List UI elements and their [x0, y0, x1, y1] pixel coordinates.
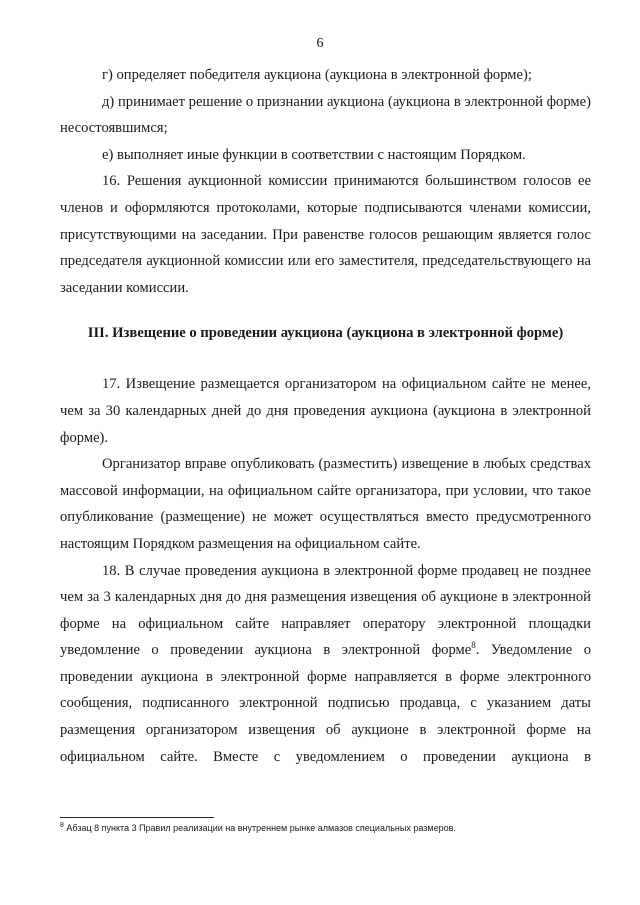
- paragraph-18-part1: 18. В случае проведения аукциона в электронной форме продавец не позднее чем за 3 календарных дня до дня размещения извещения об аукционе в электронной форме на официальном сайте направляет оператору электронной площадки уведомление о проведении аукциона в электронной форме: [60, 562, 591, 659]
- paragraph-item-g: г) определяет победителя аукциона (аукциона в электронной форме);: [102, 67, 532, 83]
- document-body: [60, 62, 591, 770]
- page-number: 6: [316, 36, 324, 51]
- paragraph-item-d: д) принимает решение о признании аукциона (аукциона в электронной форме) несостоявшимся;: [60, 93, 591, 137]
- paragraph-16: 16. Решения аукционной комиссии принимаются большинством голосов ее членов и оформляются протоколами, которые подписываются членами комиссии, присутствующими на заседании. При равенстве голосов решающим является голос председателя аукционной комиссии или его заместителя, председательствующего на заседании комиссии.: [60, 173, 591, 296]
- footnote-number: 8: [60, 822, 64, 829]
- footnote-divider: [60, 817, 214, 818]
- footnote: [60, 822, 600, 834]
- section-heading: III. Извещение о проведении аукциона (аукциона в электронной форме): [87, 325, 564, 342]
- paragraph-item-e: е) выполняет иные функции в соответствии с настоящим Порядком.: [102, 146, 526, 163]
- paragraph-17-organizer: Организатор вправе опубликовать (разместить) извещение в любых средствах массовой информации, на официальном сайте организатора, при условии, что такое опубликование (размещение) не может осуществляться вместо предусмотренного настоящим Порядком размещения на официальном сайте.: [60, 456, 591, 552]
- paragraph-18: [60, 558, 591, 771]
- footnote-text: Абзац 8 пункта 3 Правил реализации на внутреннем рынке алмазов специальных размеров.: [63, 823, 456, 833]
- paragraph-17: 17. Извещение размещается организатором на официальном сайте не менее, чем за 30 календарных дней до дня проведения аукциона (аукциона в электронной форме).: [60, 376, 591, 446]
- paragraph-18-part2: . Уведомление о проведении аукциона в электронной форме направляется в форме электронного сообщения, подписанного электронной подписью продавца, с указанием даты размещения организатором извещения об аукционе в электронной форме на официальном сайте. Вместе с уведомлением о проведении аукциона в: [60, 642, 591, 765]
- footnote-ref: 8: [471, 640, 476, 651]
